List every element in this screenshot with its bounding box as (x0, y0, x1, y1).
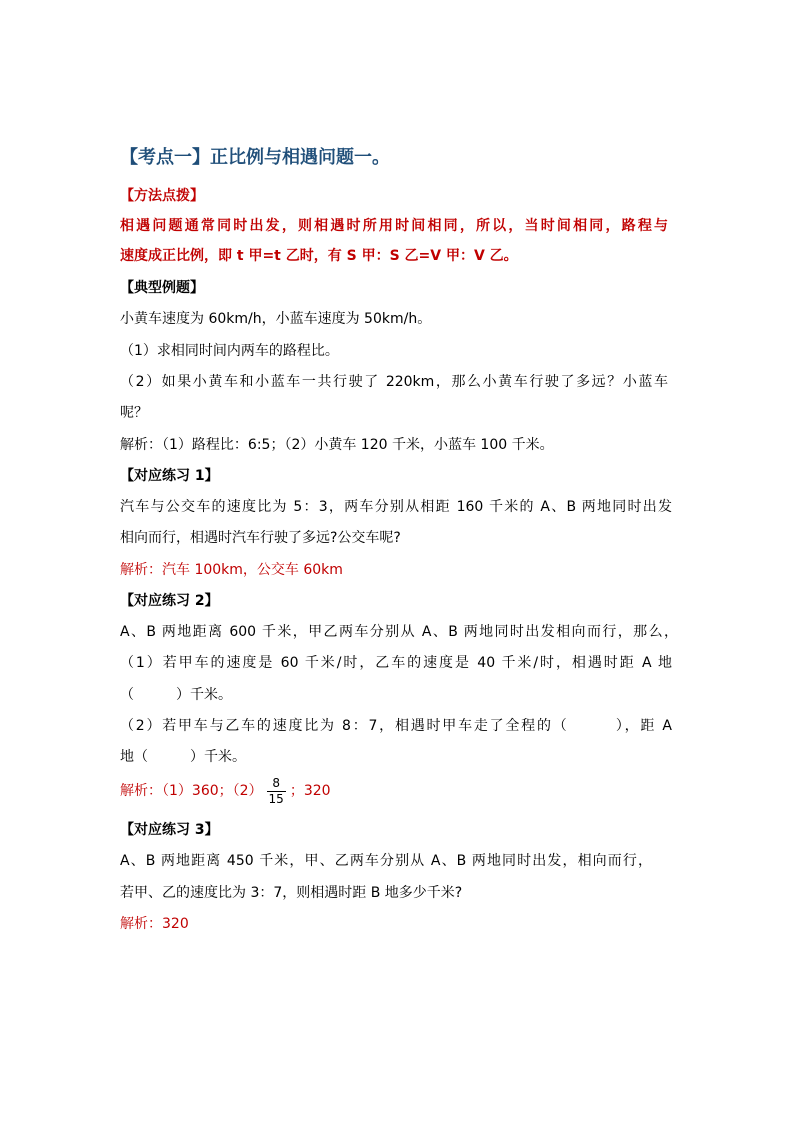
example-statement: 小黄车速度为 60km/h，小蓝车速度为 50km/h。 (120, 311, 432, 327)
practice-3-answer (120, 914, 189, 934)
fraction-denominator: 15 (268, 791, 284, 806)
practice-1-heading: 【对应练习 1】 (120, 468, 219, 484)
practice-3-heading: 【对应练习 3】 (120, 822, 219, 838)
method-heading: 【方法点拨】 (120, 188, 204, 204)
example-question-2-line-1: （2）如果小黄车和小蓝车一共行驶了 220km，那么小黄车行驶了多远？小蓝车 (120, 374, 668, 390)
practice-2-line-1: A、B 两地距离 600 千米，甲乙两车分别从 A、B 两地同时出发相向而行，那么， (120, 624, 678, 640)
practice-2-question-2-line-1: （2）若甲车与乙车的速度比为 8：7，相遇时甲车走了全程的（ ），距 A (120, 718, 672, 734)
section-title: 【考点一】正比例与相遇问题一。 (120, 147, 390, 168)
practice-1-line-2: 相向而行，相遇时汽车行驶了多远?公交车呢? (120, 530, 401, 546)
practice-1-answer (120, 560, 343, 580)
answer-label: 解析： (120, 783, 162, 799)
practice-2-question-1-line-2: （ ）千米。 (120, 687, 232, 703)
answer-text: 汽车 100km，公交车 60km (162, 562, 343, 578)
practice-2-question-1-line-1: （1）若甲车的速度是 60 千米/时，乙车的速度是 40 千米/时，相遇时距 A 地 (120, 655, 672, 671)
method-text-line-2: 速度成正比例，即 t 甲=t 乙时，有 S 甲：S 乙=V 甲：V 乙。 (120, 248, 518, 264)
answer-text: 320 (162, 916, 189, 932)
practice-2-question-2-line-2: 地（ ）千米。 (120, 749, 246, 765)
method-text-line-1: 相遇问题通常同时出发，则相遇时所用时间相同，所以，当时间相同，路程与 (120, 218, 668, 234)
example-answer: 解析：（1）路程比：6:5；（2）小黄车 120 千米，小蓝车 100 千米。 (120, 437, 554, 453)
example-question-1: （1）求相同时间内两车的路程比。 (120, 343, 339, 359)
answer-text-part-1: （1）360；（2） (162, 783, 263, 799)
practice-1-line-1: 汽车与公交车的速度比为 5：3，两车分别从相距 160 千米的 A、B 两地同时出发 (120, 499, 672, 515)
answer-label: 解析： (120, 562, 162, 578)
answer-label: 解析： (120, 916, 162, 932)
example-question-2-line-2: 呢？ (120, 405, 148, 421)
answer-fraction (267, 776, 286, 807)
practice-2-answer (120, 774, 331, 808)
example-heading: 【典型例题】 (120, 280, 204, 296)
practice-3-line-2: 若甲、乙的速度比为 3：7，则相遇时距 B 地多少千米? (120, 885, 463, 901)
practice-2-heading: 【对应练习 2】 (120, 593, 219, 609)
answer-text-part-2: ；320 (289, 783, 331, 799)
practice-3-line-1: A、B 两地距离 450 千米，甲、乙两车分别从 A、B 两地同时出发，相向而行， (120, 853, 652, 869)
fraction-numerator: 8 (267, 776, 286, 792)
